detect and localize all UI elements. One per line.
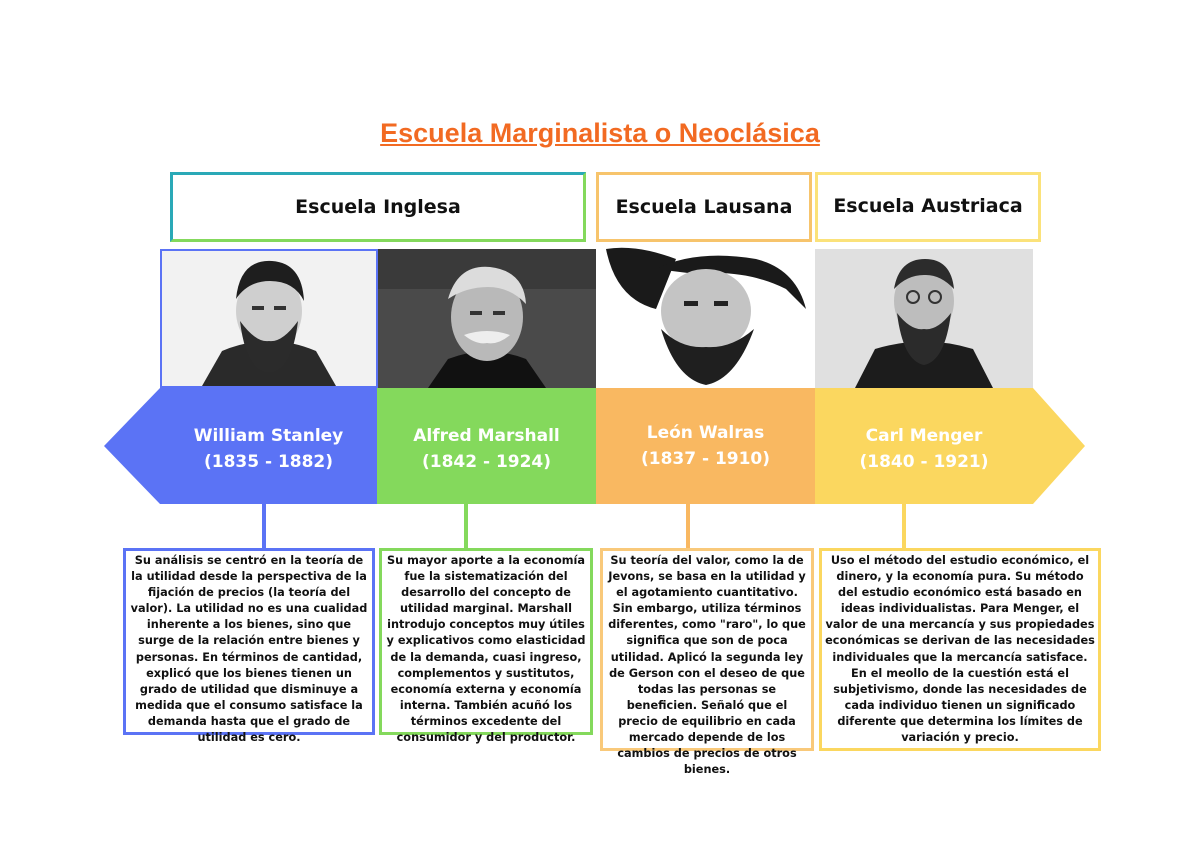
- school-label: Escuela Austriaca: [833, 195, 1023, 217]
- economist-label-alfred-marshall: [377, 423, 596, 475]
- description-carl-menger: Uso el método del estudio económico, el dinero, y la economía pura. Su método del estudio económico está basado en ideas individualistas. Para Menger, el valor de una mercancía y sus propiedades económicas se derivan de las necesidades individuales que la mercancía satisface. En el meollo de la cuestión está el subjetivismo, donde las necesidades de cada individuo tienen un significado diferente que determina los límites de variación y precio.: [819, 548, 1101, 751]
- economist-label-william-stanley: [160, 423, 377, 475]
- economist-name: León Walras: [646, 423, 765, 443]
- economist-name: Alfred Marshall: [413, 426, 560, 446]
- connector-line: [902, 504, 906, 550]
- economist-years: (1842 - 1924): [421, 452, 552, 472]
- school-label: Escuela Inglesa: [295, 196, 461, 218]
- description-william-stanley: Su análisis se centró en la teoría de la utilidad desde la perspectiva de la fijación de precios (la teoría del valor). La utilidad no es una cualidad inherente a los bienes, sino que surge de la relación entre bienes y personas. En términos de cantidad, explicó que los bienes tienen un grado de utilidad que disminuye a medida que el consumo satisface la demanda hasta que el grado de utilidad es cero.: [123, 548, 375, 735]
- economist-name: William Stanley: [193, 426, 344, 446]
- economist-label-leon-walras: [596, 420, 815, 472]
- economist-years: (1835 - 1882): [203, 452, 334, 472]
- school-label: Escuela Lausana: [615, 196, 793, 218]
- economist-years: (1837 - 1910): [640, 449, 771, 469]
- description-leon-walras: Su teoría del valor, como la de Jevons, se basa en la utilidad y el agotamiento cuantitativo. Sin embargo, utiliza términos diferentes, como "raro", lo que significa que son de poca utilidad. Aplicó la segunda ley de Gerson con el deseo de que todas las personas se beneficien. Señaló que el precio de equilibrio en cada mercado depende de los cambios de precios de otros bienes.: [600, 548, 814, 751]
- connector-line: [262, 504, 266, 550]
- economist-years: (1840 - 1921): [859, 452, 989, 472]
- economist-label-carl-menger: [815, 423, 1033, 475]
- connector-line: [686, 504, 690, 550]
- description-alfred-marshall: Su mayor aporte a la economía fue la sistematización del desarrollo del concepto de utilidad marginal. Marshall introdujo conceptos muy útiles y explicativos como elasticidad de la demanda, cuasi ingreso, complementos y sustitutos, economía externa y economía interna. También acuñó los términos excedente del consumidor y del productor.: [379, 548, 593, 735]
- economist-name: Carl Menger: [865, 426, 983, 446]
- page-title: Escuela Marginalista o Neoclásica: [380, 118, 820, 148]
- connector-line: [464, 504, 468, 550]
